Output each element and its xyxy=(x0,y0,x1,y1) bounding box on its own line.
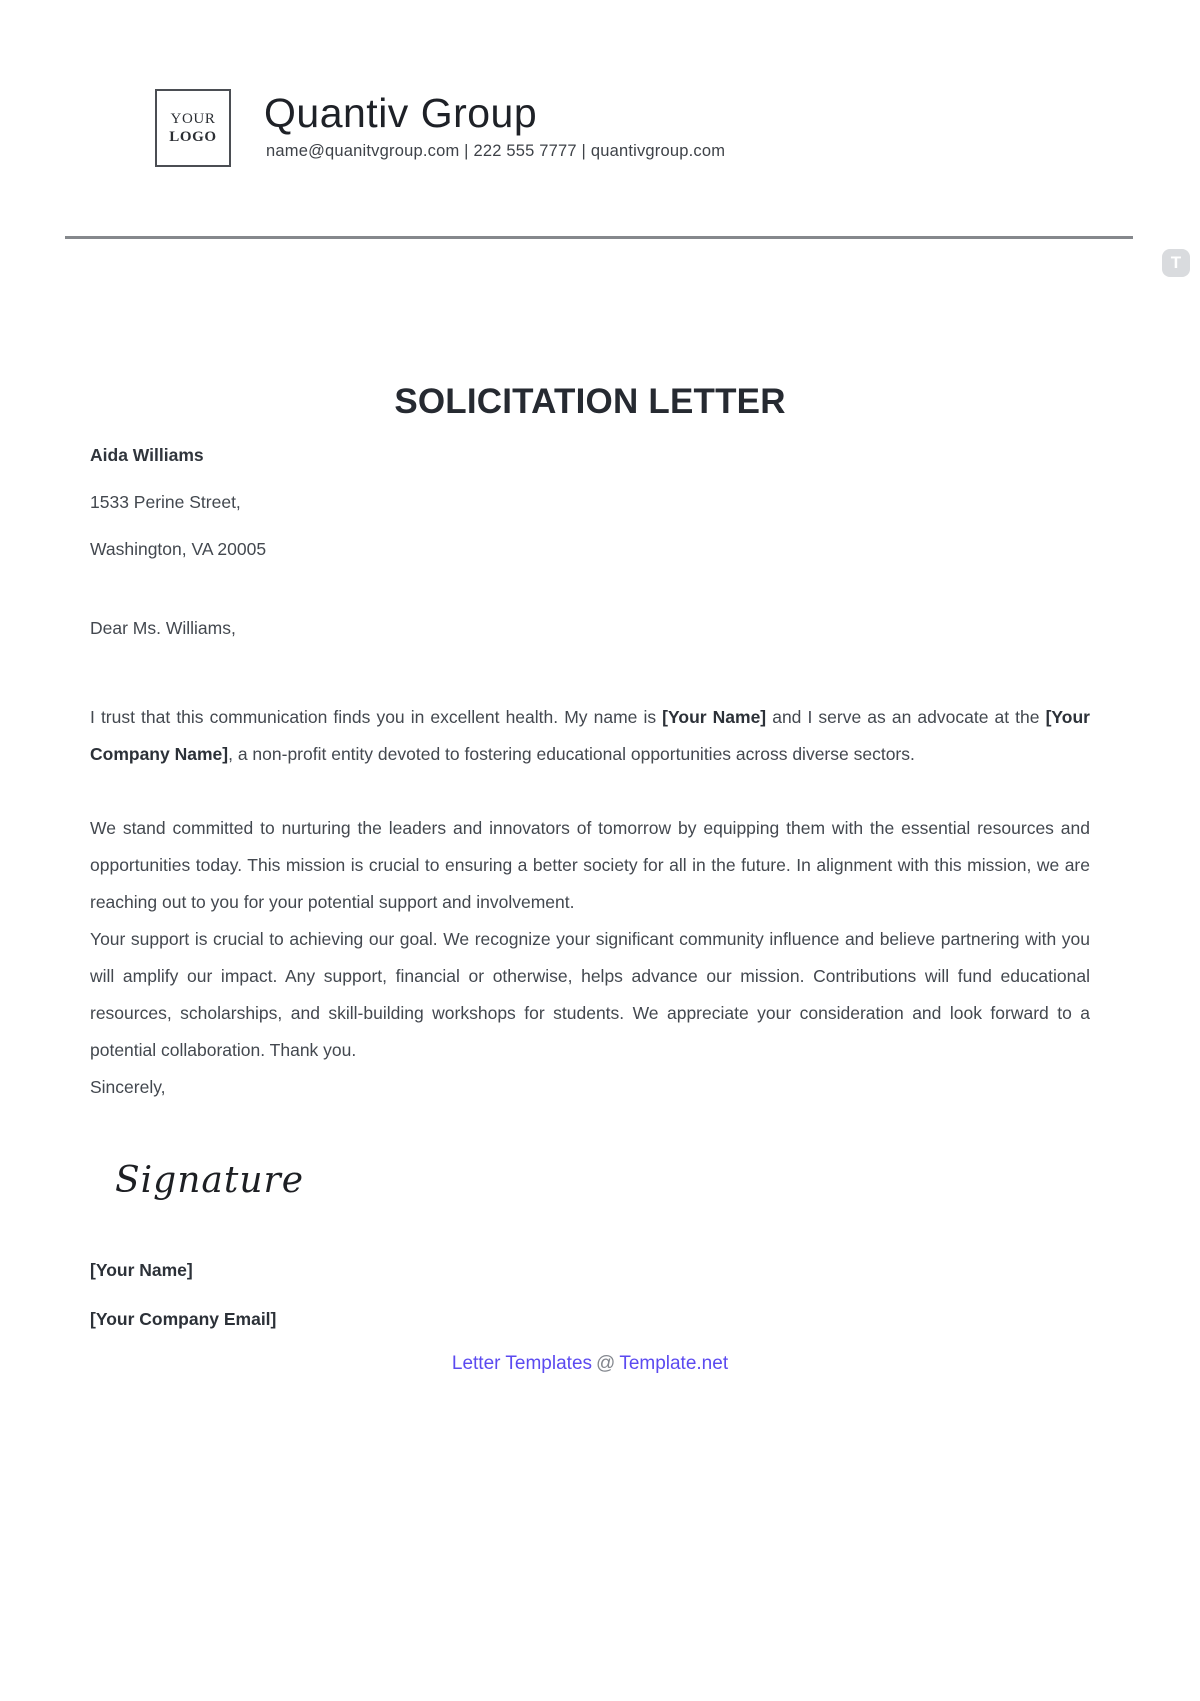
your-name-placeholder: [Your Name] xyxy=(662,707,767,727)
template-net-badge-letter: T xyxy=(1170,253,1182,272)
letterhead-text xyxy=(264,89,725,161)
recipient-name: Aida Williams xyxy=(90,445,204,465)
template-net-badge[interactable] xyxy=(1162,249,1190,277)
sender-email-placeholder: [Your Company Email] xyxy=(90,1309,277,1329)
footer-attribution xyxy=(90,1352,1090,1376)
recipient-address-line2: Washington, VA 20005 xyxy=(90,539,267,559)
sender-name-placeholder: [Your Name] xyxy=(90,1260,193,1280)
recipient-address-line1: 1533 Perine Street, xyxy=(90,492,241,512)
logo-text-logo: LOGO xyxy=(169,129,217,145)
signature: Signature xyxy=(115,1160,305,1201)
paragraph1-text-middle: and I serve as an advocate at the xyxy=(766,707,1046,727)
paragraph1-text-after: , a non-profit entity devoted to fostering educational opportunities across diverse sectors. xyxy=(228,744,915,764)
salutation: Dear Ms. Williams, xyxy=(90,618,236,638)
company-name: Quantiv Group xyxy=(264,90,538,136)
paragraph-support-request: Your support is crucial to achieving our goal. We recognize your significant community influence and believe partnering with you will amplify our impact. Any support, financial or otherwise, helps advance our mission. Contributions will fund educational resources, scholarships, and skill-building workshops for students. We appreciate your consideration and look forward to a potential collaboration. Thank you. xyxy=(90,929,1090,1060)
company-contact-line: name@quanitvgroup.com | 222 555 7777 | quantivgroup.com xyxy=(266,142,726,160)
logo-placeholder xyxy=(155,89,231,167)
paragraph-mission: We stand committed to nurturing the leaders and innovators of tomorrow by equipping them with the essential resources and opportunities today. This mission is crucial to ensuring a better society for all in the future. In alignment with this mission, we are reaching out to you for your potential support and involvement. xyxy=(90,818,1090,912)
letter-body xyxy=(90,383,1090,1376)
paragraph-introduction xyxy=(90,699,1090,773)
footer-at-separator: @ xyxy=(596,1353,616,1374)
header-divider xyxy=(65,236,1133,239)
letterhead xyxy=(155,89,725,167)
letter-title: SOLICITATION LETTER xyxy=(394,382,786,421)
letter-templates-link[interactable]: Letter Templates xyxy=(451,1353,593,1374)
logo-text-your: YOUR xyxy=(170,111,216,127)
paragraph1-text-before: I trust that this communication finds you in excellent health. My name is xyxy=(90,707,663,727)
company-name-placeholder: [Your Company Name] xyxy=(90,707,1090,764)
closing-sincerely: Sincerely, xyxy=(90,1077,166,1097)
template-net-link[interactable]: Template.net xyxy=(619,1353,729,1374)
